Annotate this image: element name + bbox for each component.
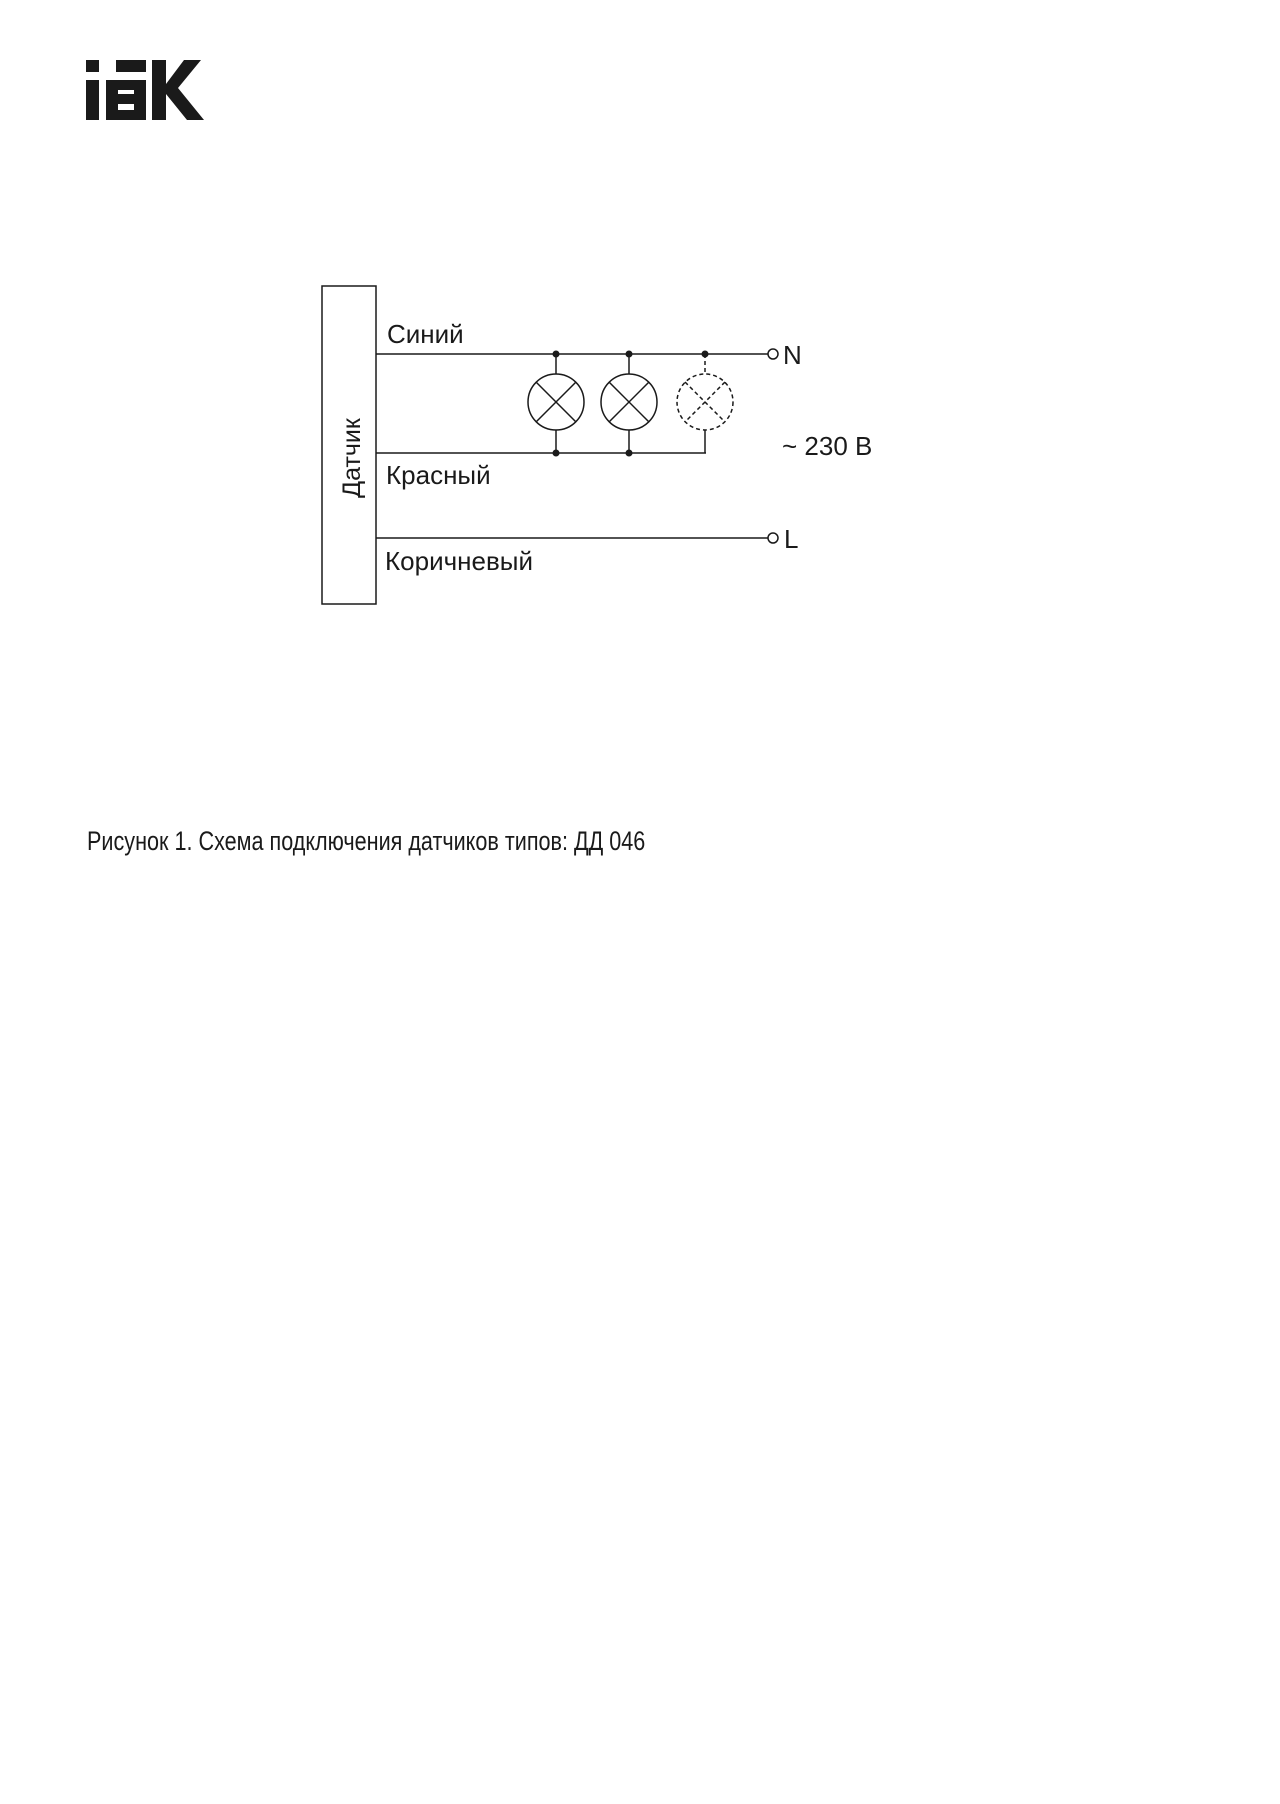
wiring-diagram xyxy=(0,0,1280,700)
figure-caption: Рисунок 1. Схема подключения датчиков типов: ДД 046 xyxy=(87,826,646,856)
sensor-label: Датчик xyxy=(338,418,366,498)
terminal-l-label: L xyxy=(784,524,799,554)
brown-wire-label: Коричневый xyxy=(385,546,533,576)
lamp-2 xyxy=(601,351,657,457)
voltage-label: ~ 230 В xyxy=(782,431,873,461)
lamp-3-optional xyxy=(677,351,733,454)
red-wire-label: Красный xyxy=(386,460,491,490)
terminal-l xyxy=(768,533,778,543)
lamp-1 xyxy=(528,351,584,457)
terminal-n-label: N xyxy=(783,340,802,370)
blue-wire-label: Синий xyxy=(387,319,464,349)
terminal-n xyxy=(768,349,778,359)
